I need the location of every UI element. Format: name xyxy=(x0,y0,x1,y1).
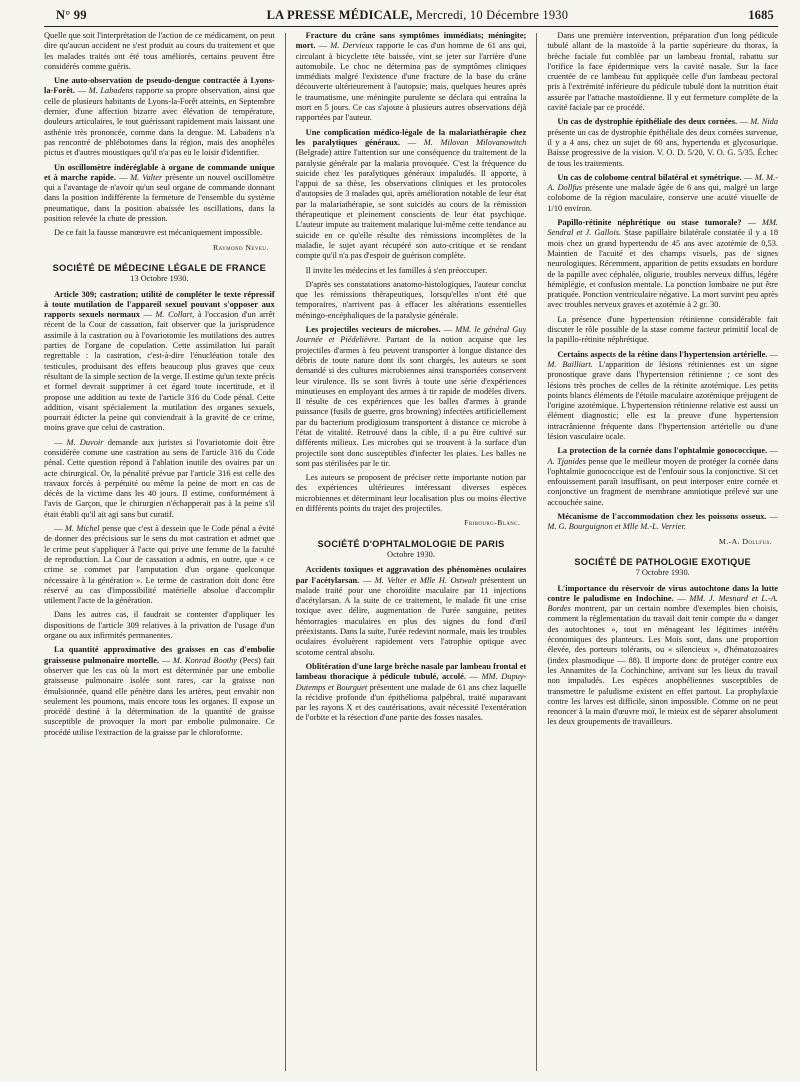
paragraph: Dans une première intervention, préparation d'un long pédicule tubulé allant de la mastoïde à la partie supérieure du thorax, la brèche faciale fut comblée par un lambeau frontal, rabattu sur l'orifice la face épidermique vers la cavité nasale. Sur la face cruentée de ce lambeau fut appliquée celle d'un lambeau pectoral pris à l'extrémité inférieure du pédicule tubulé dont la nutrition était assurée par l'attache mastoïdienne. Il y eut fermeture complète de la cavité faciale par ce procédé. xyxy=(547,31,779,113)
column-divider xyxy=(285,33,286,1071)
communication-body: (Pecs) fait observer que les cas où la mort est déterminée par une embolie graisseuse pulmonaire isolée sont rares, car la graisse non émulsionnée, quand elle pénètre dans les artères, peut envahir non seulement les poumons, mais encore tous les organes. Il expose un procédé destiné à la détermination de la quantité de graisse susceptible de provoquer la mort par embolie pulmonaire. Ce procédé utilise l'extraction de la graisse par le chloroforme. xyxy=(44,655,275,737)
communication-title: La quantité approximative des graisses en cas d'embolie graisseuse pulmonaire mortelle. xyxy=(44,645,275,665)
communication-body: Stase papillaire bilatérale constatée il y a 18 mois chez un grand hypertendu de 45 ans avec azotémie de 0,53. Maintien de l'acuité et des champs visuels, pas de signes neurologiques. Récemment, apparition de petits exsudats en bordure de la papille avec céphalée, oligurie, troubles nerveux diffus, légère hémiplégie, et confusion mentale. La ponction lombaire ne put être pratiquée. Ponction ventriculaire négative. La mort survint peu après avec troubles nerveux graves et azotémie à 2 gr. 30. xyxy=(547,228,779,310)
communication: Un cas de dystrophie épithéliale des deux cornées. — M. Nida présente un cas de dystrophie épithéliale des deux cornées survenue, il y a 4 ans, chez un sujet de 60 ans, hypertendu et glycosurique. Baisse progressive de la vision. V. O. D. 5/20, V. O. G. 5/35. Échec de tous les traitements. xyxy=(547,117,779,168)
communication-title: Fracture du crâne sans symptômes immédiats; méningite; mort. xyxy=(295,31,527,51)
communication-author: M. G. Bourguignon et Mlle M.-L. Verrier. xyxy=(547,522,686,532)
communication-title: Article 309; castration; utilité de compléter le texte répressif à toute mutilation de l'appareil sexuel pouvant s'opposer aux rapports sexuels normaux xyxy=(44,289,275,320)
communication-body: rapporte le cas d'un homme de 61 ans qui, circulant à bicyclette tête baissée, vint se jeter sur l'arrière d'une automobile. Le choc ne détermina pas de symptômes cliniques immédiats malgré l'existence d'une fracture de la base du crâne découverte ultérieurement à l'autopsie; mais, quelques heures après le traumatisme, une méningite purulente se déclara qui entraîna la mort en 5 jours. Ce cas s'ajoute à plusieurs autres observations déjà rapportées par l'auteur. xyxy=(295,41,527,123)
communication: — M. Duvoir demande aux juristes si l'ovariotomie doit être considérée comme une castration au sens de l'article 316 du Code pénal. Cette question répond à l'ablation inutile des ovaires par un acte chirurgical. Or, la pénalité prévue par l'article 316 est celle des travaux forcés à perpétuité ou même la peine de mort en cas de décès de la victime dans les 40 jours. Il estime, conformément à l'avis de Garçon, que le chirurgien n'échapperait pas à la peine s'il était établi qu'il ait agi sans but curatif. xyxy=(44,437,275,519)
paragraph: De ce fait la fausse manœuvre est mécaniquement impossible. xyxy=(54,228,263,238)
journal-name: LA PRESSE MÉDICALE, xyxy=(266,8,413,22)
communication-author: M. M.-A. Dollfus xyxy=(547,172,778,193)
communication: Une complication médico-légale de la malariathérapie chez les paralytiques généraux. — M. Milovan Milovanowitch (Belgrade) attire l'attention sur une conséquence du traitement de la paralysie générale par la malaria provoquée. C'est la fréquence du suicide chez les paralytiques généraux impaludés. Il apporte, à l'appui de sa thèse, les observations cliniques et les protocoles d'autopsies de 3 malades qui, après amélioration notable de leur état par la malariathérapie, se sont suicidés au cours de la rémission thérapeutique et pleinement conscients de leur état psychique. L'auteur impute au traitement malarique lui-même cette tendance au suicide en ce qu'elle résulte des rémissions incomplètes de la maladie, le sujet ayant récupéré son auto-critique et se rendant compte qu'il n'a pas d'espoir de guérison complète. xyxy=(295,127,527,261)
communication-title: Un cas de colobome central bilatéral et symétrique. xyxy=(557,172,742,182)
communication-author: M. Michel xyxy=(64,524,100,534)
communication-author: M. Valter xyxy=(130,172,163,182)
communication-body: présente un cas de dystrophie épithéliale des deux cornées survenue, il y a 4 ans, chez un sujet de 60 ans, hypertendu et glycosurique. Baisse progressive de la vision. V. O. D. 5/20, V. O. G. 5/35. Échec de tous les traitements. xyxy=(547,127,779,168)
communication-title: Les projectiles vecteurs de microbes. xyxy=(305,325,441,335)
communication: Mécanisme de l'accommodation chez les poissons osseux. — M. G. Bourguignon et Mlle M.-L. Verrier. xyxy=(547,512,779,532)
communication-title: Accidents toxiques et aggravation des phénomènes oculaires par l'acétylarsan. xyxy=(295,565,527,585)
communication-title: Un cas de dystrophie épithéliale des deux cornées. xyxy=(557,117,738,127)
communication-author: MM. le général Guy Journée et Piédelièvre. xyxy=(295,325,527,345)
signature: Fribourg-Blanc. xyxy=(464,518,521,528)
communication-title: Un oscillomètre indéréglable à organe de commande unique et à marche rapide. xyxy=(44,162,275,182)
communication-body: demande aux juristes si l'ovariotomie doit être considérée comme une castration au sens de l'article 316 du Code pénal. Cette question répond à l'ablation inutile des ovaires par un acte chirurgical. Or, la pénalité prévue par l'article 316 est celle des travaux forcés à perpétuité ou même la peine de mort en cas de décès de la victime dans les 40 jours. Il estime, conformément à l'avis de Garçon, que le chirurgien n'échapperait pas à la peine s'il était établi qu'il ait agi sans but curatif. xyxy=(44,437,275,519)
communication-title: Oblitération d'une large brèche nasale par lambeau frontal et lambeau thoracique à pédicule tubulé, accolé. xyxy=(295,661,527,682)
communication: Papillo-rétinite néphrétique ou stase tumorale? — MM. Sendral et J. Gallois. Stase papillaire bilatérale constatée il y a 18 mois chez un grand hypertendu de 45 ans avec azotémie de 0,53. Maintien de l'acuité et des champs visuels, pas de signes neurologiques. Récemment, apparition de petits exsudats en bordure de la papille avec céphalée, oligurie, troubles nerveux diffus, légère hémiplégie, et confusion mentale. La ponction lombaire ne put être pratiquée. Ponction ventriculaire négative. La mort survint peu après avec troubles nerveux graves et azotémie à 2 gr. 30. xyxy=(547,218,779,310)
communication-author: M. Milovan Milovanowitch xyxy=(423,137,527,147)
paragraph: Les auteurs se proposent de préciser cette importante notion par des expériences ultérieures intéressant diverses espèces microbiennes et déterminant leur localisation plus ou moins élective en différents points du trajet des projectiles. xyxy=(295,473,527,514)
communication: Une auto-observation de pseudo-dengue contractée à Lyons-la-Forêt. — M. Labadens rapporte sa propre observation, ainsi que celle de plusieurs habitants de Lyons-la-Forêt atteints, en Septembre dernier, d'une affection bizarre avec élévation de température, douleurs articulaires, le tout guérissant rapidement mais laissant une asthénie très prononcée, comme dans la dengue. M. Labadens n'a pas rencontré de phlébotomes dans la région, mais des anophèles pictus et d'autres moustiques qu'il n'a pas eu le loisir d'identifier. xyxy=(44,76,275,158)
communication: Article 309; castration; utilité de compléter le texte répressif à toute mutilation de l'appareil sexuel pouvant s'opposer aux rapports sexuels normaux — M. Collart, à l'occasion d'un arrêt récent de la Cour de cassation, fait observer que la jurisprudence assimile à la castration ou à l'ovariotomie les mutilations des autres parties de l'organe de copulation. Cette assimilation lui paraît regrettable : la castration, c'est-à-dire l'énucléation totale des testicules, produisant des effets beaucoup plus graves que ceux résultant de la simple section de la verge. Il estime qu'un texte précis et formel devrait supprimer à cet égard toute incertitude, et il propose une addition au texte de l'article 316 du Code pénal. Cette addition, visant spécialement la mutilation des organes sexuels, pourrait édicter la peine qui conviendrait à la gravité de ce crime, moins grave que celui de castration. xyxy=(44,289,275,433)
communication-title: Papillo-rétinite néphrétique ou stase tumorale? xyxy=(557,218,742,228)
communication: Un cas de colobome central bilatéral et symétrique. — M. M.-A. Dollfus présente une malade âgée de 6 ans qui, malgré un large colobome de la région maculaire, conserve une acuité visuelle de 1/10 environ. xyxy=(547,172,779,213)
communication-body: Partant de la notion acquise que les projectiles d'armes à feu peuvent transporter à longue distance des débris de toute nature dont ils sont chargés, les auteurs se sont demandé si des cultures microbiennes ainsi transportées conservent leur virulence. Ils se sont livrés à toute une série d'expériences minutieuses en employant des armes à tir rapide de modèles divers. Il résulte de ces expériences que les balles d'armes à grande puissance (fusils de guerre, gros browning) infectées artificiellement par du bacterium prodigiosum transportent à distance ce microbe à l'état de vitalité. Retrouvé dans la cible, il a pu être cultivé sur différents milieux. Les microbes qui se trouvent à la surface d'un projectile sont donc susceptibles d'infecter les plaies. Les balles ne sont pas stérilisées par le tir. xyxy=(295,335,527,468)
text-columns xyxy=(44,31,778,1071)
communication-author: M. Velter et Mlle H. Ostwalt xyxy=(374,575,477,585)
communication-author: M. Nida xyxy=(750,117,779,127)
header-rule xyxy=(44,26,778,27)
communication-title: Une complication médico-légale de la malariathérapie chez les paralytiques généraux. xyxy=(295,127,527,147)
column-1 xyxy=(44,31,275,1071)
communication: Fracture du crâne sans symptômes immédiats; méningite; mort. — M. Derviеux rapporte le cas d'un homme de 61 ans qui, circulant à bicyclette tête baissée, vint se jeter sur l'arrière d'une automobile. Le choc ne détermina pas de symptômes cliniques immédiats malgré l'existence d'une fracture de la base du crâne découverte ultérieurement à l'autopsie; mais, quelques heures après le traumatisme, une méningite purulente se déclara qui entraîna la mort en 5 jours. Ce cas s'ajoute à plusieurs autres observations déjà rapportées par l'auteur. xyxy=(295,31,527,123)
communication-body: L'apparition de lésions rétiniennes est un signe pronostique grave dans l'hypertension rétinienne ; ce sont des lésions très proches de celles de la rétinite azotémique. Les petits points blancs éléments de l'étoile maculaire azotémique préjugent de l'origine azotémique. L'hypertension rétinienne relative est aussi un élément diagnostic; elle est la preuve d'une hypertension intracrânienne fréquente dans l'hypertension artérielle ou d'une lésion vasculaire ocale. xyxy=(547,359,779,441)
communication: Les projectiles vecteurs de microbes. — MM. le général Guy Journée et Piédelièvre. Partant de la notion acquise que les projectiles d'armes à feu peuvent transporter à longue distance des débris de toute nature dont ils sont chargés, les auteurs se sont demandé si des cultures microbiennes ainsi transportées conservent leur virulence. Ils se sont livrés à toute une série d'expériences minutieuses en employant des armes à tir rapide de modèles divers. Il résulte de ces expériences que les balles d'armes à grande puissance (fusils de guerre, gros browning) infectées artificiellement par du bacterium prodigiosum transportent à distance ce microbe à l'état de vitalité. Retrouvé dans la cible, il a pu être cultivé sur différents milieux. Les microbes qui se trouvent à la surface d'un projectile sont donc susceptibles d'infecter les plaies. Les balles ne sont pas stérilisées par le tir. xyxy=(295,325,527,468)
section-date: 7 Octobre 1930. xyxy=(635,568,690,578)
communication-author: MM. Dupuy-Dutemps et Bourguet xyxy=(295,672,527,692)
communication-author: M. Bailliart. xyxy=(547,359,593,369)
communication-author: A. Tjanides xyxy=(547,456,586,466)
communication-body: présentent une malade de 61 ans chez laquelle la récidive profonde d'un épithélioma palpébral, traité auparavant par les rayons X et des cautérisations, avait nécessité l'exentération de l'orbite et la résection d'une partie des fosses nasales. xyxy=(295,682,527,723)
communication-title: L'importance du réservoir de virus autochtone dans la lutte contre le paludisme en Indochine. xyxy=(547,583,779,603)
communication-body: (Belgrade) attire l'attention sur une conséquence du traitement de la paralysie générale par la malaria provoquée. C'est la fréquence du suicide chez les paralytiques généraux impaludés. Il apporte, à l'appui de sa thèse, les observations cliniques et les protocoles d'autopsies de 3 malades qui, après amélioration notable de leur état par la malariathérapie, se sont suicidés au cours de la rémission thérapeutique et pleinement conscients de leur état psychique. L'auteur impute au traitement malarique lui-même cette tendance au suicide en ce qu'elle résulte des rémissions incomplètes de la maladie, le sujet ayant récupéré son auto-critique et se rendant compte qu'il n'a pas d'espoir de guérison complète. xyxy=(295,148,527,261)
column-divider xyxy=(536,33,537,1071)
communication: L'importance du réservoir de virus autochtone dans la lutte contre le paludisme en Indochine. — MM. J. Mesnard et L.-A. Bordes montrent, par un certain nombre d'exemples bien choisis, comment la réglementation du travail doit tenir compte du « danger des autochtones », tout en ménageant les légitimes intérêts économiques des planteurs. Les Mois sont, dans une proportion élevée, des porteurs tolérants, ou « silencieux », d'hématozoaires (index plasmodique — 88). Il importe donc de protéger contre eux les Annamites de la Cochinchine, arrivant sur les lieux du travail non impaludés. Les espèces anophéliennes susceptibles de transmettre le paludisme existent en effet partout. La prophylaxie contre les larves est difficile, sinon impossible. Comme on ne peut renoncer à la main d'œuvre moï, le mieux est de séparer absolument les deux groupements de travailleurs. xyxy=(547,583,779,727)
signature: M.-A. Dollfus. xyxy=(718,536,773,546)
communication-title: Certains aspects de la rétine dans l'hypertension artérielle. xyxy=(557,349,768,359)
paragraph: Quelle que soit l'interprétation de l'action de ce médicament, on peut dire qu'aucun accident ne s'est produit au cours du traitement et que les malades traités ont été tous améliorés, certains peuvent être considérés comme guéris. xyxy=(44,31,275,71)
communication: Oblitération d'une large brèche nasale par lambeau frontal et lambeau thoracique à pédicule tubulé, accolé. — MM. Dupuy-Dutemps et Bourguet présentent une malade de 61 ans chez laquelle la récidive profonde d'un épithélioma palpébral, traité auparavant par les rayons X et des cautérisations, avait nécessité l'exentération de l'orbite et la résection d'une partie des fosses nasales. xyxy=(295,661,527,723)
communication: La quantité approximative des graisses en cas d'embolie graisseuse pulmonaire mortelle. — M. Konrad Boothy (Pecs) fait observer que les cas où la mort est déterminée par une embolie graisseuse pulmonaire isolée sont rares, car la graisse non émulsionnée, quand elle pénètre dans les artères, peut envahir non seulement les poumons, mais encore tous les organes. Il expose un procédé destiné à la détermination de la quantité de graisse susceptible de provoquer la mort par embolie pulmonaire. Ce procédé utilise l'extraction de la graisse par le chloroforme. xyxy=(44,645,275,737)
communication-author: M. Derviеux xyxy=(330,41,374,51)
issue-date: Mercredi, 10 Décembre 1930 xyxy=(415,8,569,22)
column-2 xyxy=(296,31,527,1071)
communication: Certains aspects de la rétine dans l'hypertension artérielle. — M. Bailliart. L'apparition de lésions rétiniennes est un signe pronostique grave dans l'hypertension rétinienne ; ce sont des lésions très proches de celles de la rétinite azotémique. Les petits points blancs éléments de l'étoile maculaire azotémique préjugent de l'origine azotémique. L'hypertension rétinienne relative est aussi un élément diagnostic; elle est la preuve d'une hypertension intracrânienne fréquente dans l'hypertension artérielle ou d'une lésion vasculaire ocale. xyxy=(547,349,779,441)
communication-author: M. Duvoir xyxy=(66,437,104,447)
section-heading: SOCIÉTÉ DE PATHOLOGIE EXOTIQUE xyxy=(574,556,751,567)
communication-body: à l'occasion d'un arrêt récent de la Cour de cassation, fait observer que la jurisprudence assimile à la castration ou à l'ovariotomie les mutilations des autres parties de l'organe de copulation. Cette assimilation lui paraît regrettable : la castration, c'est-à-dire l'énucléation totale des testicules, produisant des effets beaucoup plus graves que ceux résultant de la simple section de la verge. Il estime qu'un texte précis et formel devrait supprimer à cet égard toute incertitude, et il propose une addition au texte de l'article 316 du Code pénal. Cette addition, visant spécialement la mutilation des organes sexuels, pourrait édicter la peine qui conviendrait à la gravité de ce crime, moins grave que celui de castration. xyxy=(44,310,275,433)
communication: — M. Michel pense que c'est à dessein que le Code pénal a évité de donner des précisions sur le sens du mot castration et admet que le crime peut s'appliquer à l'acte qui prive une femme de la faculté de reproduction. La Cour de cassation a admis, en outre, que « ce crime se commet par l'amputation d'un organe quelconque nécessaire à la génération ». Le terme de castration doit donc être réservé au cas d'impossibilité matérielle absolue d'accomplir utilement l'acte de la génération. xyxy=(44,524,275,606)
communication-body: pense que c'est à dessein que le Code pénal a évité de donner des précisions sur le sens du mot castration et admet que le crime peut s'appliquer à l'acte qui prive une femme de la faculté de reproduction. La Cour de cassation a admis, en outre, que « ce crime se commet par l'amputation d'un organe quelconque nécessaire à la génération ». Le terme de castration doit donc être réservé au cas d'impossibilité matérielle absolue d'accomplir utilement l'acte de la génération. xyxy=(44,524,275,606)
communication: Un oscillomètre indéréglable à organe de commande unique et à marche rapide. — M. Valter présente un nouvel oscillomètre qui a l'avantage de n'avoir qu'un seul organe de commande donnant dans la position indifférente la fermeture de l'ensemble du système pneumatique, dans la position abaissée les oscillations, dans la position relevée la chute de pression. xyxy=(44,162,275,224)
paragraph: D'après ses constatations anatomo-histologiques, l'auteur conclut que les rémissions thérapeutiques, lorsqu'elles n'ont été que temporaires, n'arrivent pas à effacer les altérations essentielles méningo-encéphaliques de la paralysie générale. xyxy=(295,279,527,320)
communication-title: Une auto-observation de pseudo-dengue contractée à Lyons-la-Forêt. xyxy=(44,76,275,96)
issue-number: N° 99 xyxy=(56,8,87,22)
communication-body: présente une malade âgée de 6 ans qui, malgré un large colobome de la région maculaire, conserve une acuité visuelle de 1/10 environ. xyxy=(547,183,779,213)
column-3 xyxy=(547,31,778,1071)
communication-body: rapporte sa propre observation, ainsi que celle de plusieurs habitants de Lyons-la-Forêt atteints, en Septembre dernier, d'une affection bizarre avec élévation de température, douleurs articulaires, le tout guérissant rapidement mais laissant une asthénie très prononcée, comme dans la dengue. M. Labadens n'a pas rencontré de phlébotomes dans la région, mais des anophèles pictus et d'autres moustiques qu'il n'a pas eu le loisir d'identifier. xyxy=(44,86,275,158)
communication-body: présentent un malade traité pour une choroïdite maculaire par 11 injections d'acétylarsan. A la suite de ce traitement, le malade fit une crise toxique avec délire, augmentation de l'urée sanguine, petites hémorragies maculaires en plus des signes du fond d'œil préexistants. Dans la suite, l'urée redevint normale, mais les troubles oculaires évoluèrent rapidement vers l'atrophie optique avec scotome central absolu. xyxy=(295,575,527,657)
paragraph: Dans les autres cas, il faudrait se contenter d'appliquer les dispositions de l'article 309 relatives à la privation de l'usage d'un organe ou aux infirmités permanentes. xyxy=(44,610,275,641)
communication-title: Mécanisme de l'accommodation chez les poissons osseux. xyxy=(557,512,767,522)
page-header xyxy=(44,8,778,25)
communication: Accidents toxiques et aggravation des phénomènes oculaires par l'acétylarsan. — M. Velter et Mlle H. Ostwalt présentent un malade traité pour une choroïdite maculaire par 11 injections d'acétylarsan. A la suite de ce traitement, le malade fit une crise toxique avec délire, augmentation de l'urée sanguine, petites hémorragies maculaires en plus des signes du fond d'œil préexistants. Dans la suite, l'urée redevint normale, mais les troubles oculaires évoluèrent rapidement vers l'atrophie optique avec scotome central absolu. xyxy=(295,565,527,657)
paragraph: La présence d'une hypertension rétinienne considérable fait discuter le rôle possible de la stase comme facteur primitif local de la papillo-rétinite néphrétique. xyxy=(547,314,779,345)
paragraph: Il invite les médecins et les familles à s'en préoccuper. xyxy=(305,265,488,275)
communication-author: MM. Sendral et J. Gallois. xyxy=(547,218,779,238)
signature: Raymond Neveu. xyxy=(212,242,269,252)
page-number: 1685 xyxy=(748,8,774,22)
communication-author: M. Konrad Boothy xyxy=(173,655,237,665)
communication-author: M. Labadens xyxy=(88,86,133,96)
communication-body: pense que le meilleur moyen de protéger la cornée dans l'ophtalmie gonococcique est de l'enfouir sous la conjonctive. Si cet enfouissement paraît insuffisant, on peut interposer entre cornée et conjonctive un fragment de membrane amniotique prélevé sur une accouchée saine. xyxy=(547,456,779,507)
section-heading: SOCIÉTÉ DE MÉDECINE LÉGALE DE FRANCE xyxy=(52,262,267,273)
communication-body: montrent, par un certain nombre d'exemples bien choisis, comment la réglementation du travail doit tenir compte du « danger des autochtones », tout en ménageant les légitimes intérêts économiques des planteurs. Les Mois sont, dans une proportion élevée, des porteurs tolérants, ou « silencieux », d'hématozoaires (index plasmodique — 88). Il importe donc de protéger contre eux les Annamites de la Cochinchine, arrivant sur les lieux du travail non impaludés. Les espèces anophéliennes susceptibles de transmettre le paludisme existent en effet partout. La prophylaxie contre les larves est difficile, sinon impossible. Comme on ne peut renoncer à la main d'œuvre moï, le mieux est de séparer absolument les deux groupements de travailleurs. xyxy=(547,604,779,727)
journal-title xyxy=(267,8,569,23)
communication: La protection de la cornée dans l'ophtalmie gonococcique. — A. Tjanides pense que le meilleur moyen de protéger la cornée dans l'ophtalmie gonococcique est de l'enfouir sous la conjonctive. Si cet enfouissement paraît insuffisant, on peut interposer entre cornée et conjonctive un fragment de membrane amniotique prélevé sur une accouchée saine. xyxy=(547,446,779,507)
communication-author: MM. J. Mesnard et L.-A. Bordes xyxy=(547,593,779,614)
communication-author: M. Collart, xyxy=(155,310,195,320)
section-date: Octobre 1930. xyxy=(387,549,435,559)
communication-title: La protection de la cornée dans l'ophtalmie gonococcique. xyxy=(557,446,768,456)
section-heading: SOCIÉTÉ D'OPHTALMOLOGIE DE PARIS xyxy=(317,538,505,549)
communication-body: présente un nouvel oscillomètre qui a l'avantage de n'avoir qu'un seul organe de commande donnant dans la position indifférente la fermeture de l'ensemble du système pneumatique, dans la position abaissée les oscillations, dans la position relevée la chute de pression. xyxy=(44,172,275,224)
section-date: 13 Octobre 1930. xyxy=(130,274,189,284)
